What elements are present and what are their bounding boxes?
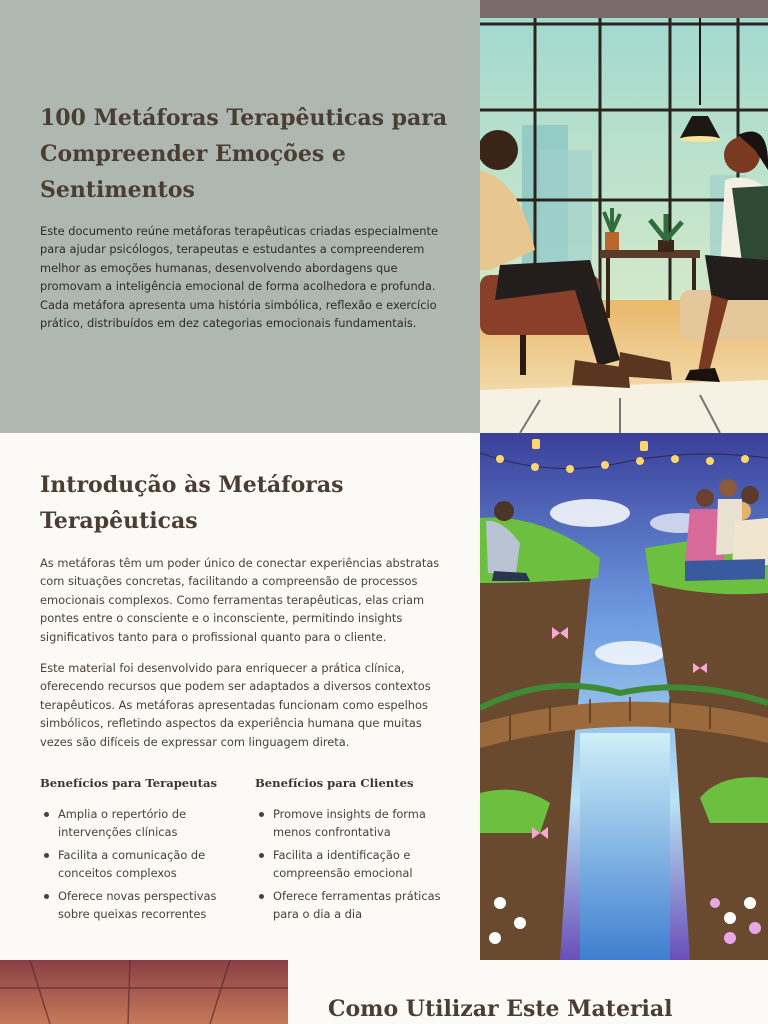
list-item: Facilita a identificação e compreensão emocional (255, 846, 445, 883)
bridge-metaphor-illustration (480, 433, 768, 960)
usage-heading: Como Utilizar Este Material (328, 996, 673, 1022)
clients-benefits-list (255, 805, 445, 927)
hero-section (0, 0, 768, 433)
introduction-paragraph-1: As metáforas têm um poder único de conectar experiências abstratas com situações concretas, facilitando a compreensão de processos emocionais complexos. Como ferramentas terapêuticas, elas criam pontes entre o consciente e o inconsciente, permitindo insights significativos tanto para o profissional quanto para o cliente. (40, 556, 440, 644)
introduction-text-panel (0, 433, 480, 960)
usage-illustration (0, 960, 288, 1024)
therapists-benefits-list (40, 805, 230, 927)
page-title: 100 Metáforas Terapêuticas para Compreender Emoções e Sentimentos (40, 105, 448, 203)
therapy-session-illustration (480, 0, 768, 433)
list-item: Oferece novas perspectivas sobre queixas recorrentes (40, 887, 230, 924)
list-item: Promove insights de forma menos confrontativa (255, 805, 445, 842)
introduction-paragraph-2: Este material foi desenvolvido para enriquecer a prática clínica, oferecendo recursos que podem ser adaptados a diversos contextos terapêuticos. As metáforas apresentadas funcionam como espelhos simbólicos, refletindo aspectos da experiência humana que muitas vezes são difíceis de expressar com linguagem direta. (40, 661, 431, 749)
hero-text-panel (0, 0, 480, 433)
clients-benefits-heading: Benefícios para Clientes (255, 776, 414, 790)
introduction-heading: Introdução às Metáforas Terapêuticas (40, 472, 344, 534)
usage-section (0, 960, 768, 1024)
therapists-benefits-heading: Benefícios para Terapeutas (40, 776, 218, 790)
hero-description: Este documento reúne metáforas terapêuticas criadas especialmente para ajudar psicólogos, terapeutas e estudantes a compreenderem melhor as emoções humanas, desenvolvendo abordagens que promovam a inteligência emocional de forma acolhedora e profunda. Cada metáfora apresenta uma história simbólica, reflexão e exercício prático, distribuídos em dez categorias emocionais fundamentais. (40, 224, 438, 331)
list-item: Facilita a comunicação de conceitos complexos (40, 846, 230, 883)
bridge-metaphor-image (480, 433, 768, 960)
usage-image (0, 960, 288, 1024)
therapy-session-image (480, 0, 768, 433)
introduction-section (0, 433, 768, 960)
list-item: Amplia o repertório de intervenções clínicas (40, 805, 230, 842)
list-item: Oferece ferramentas práticas para o dia a dia (255, 887, 445, 924)
